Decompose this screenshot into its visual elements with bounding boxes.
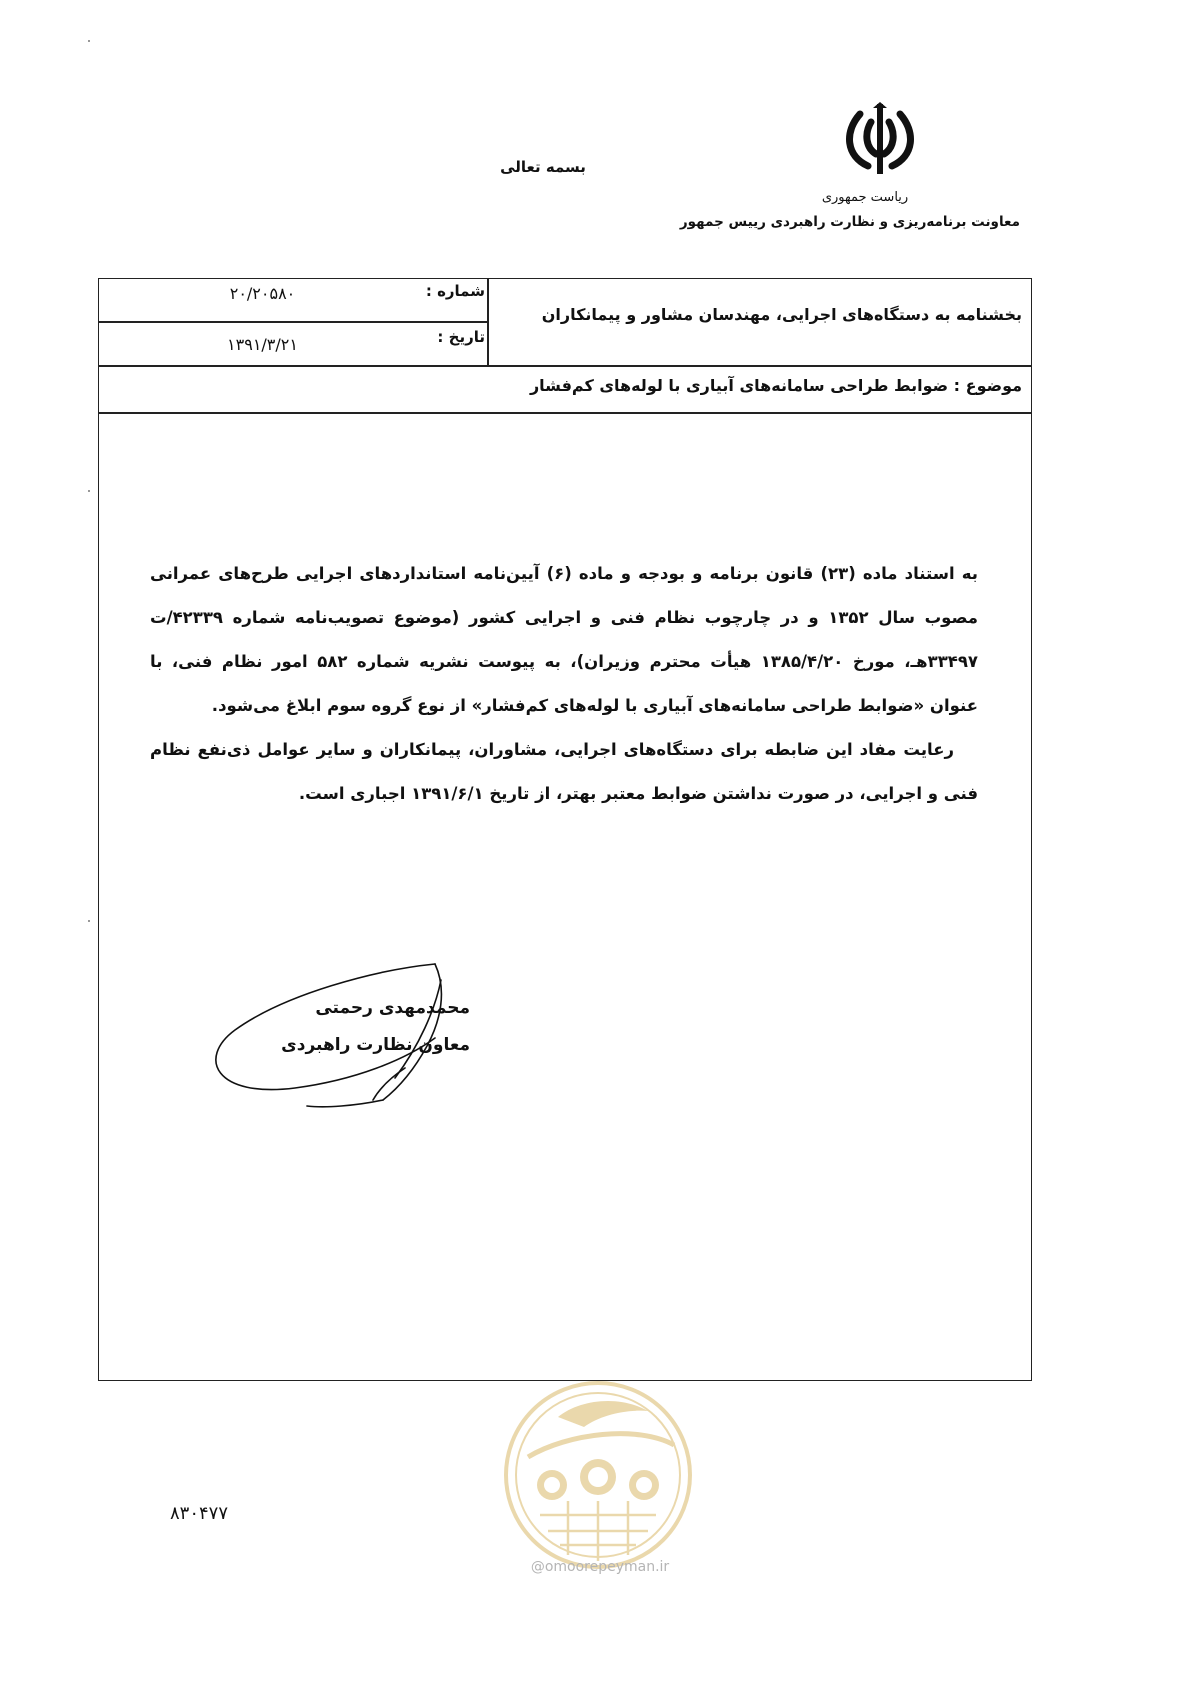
signatory-name: محمدمهدی رحمتی xyxy=(315,998,470,1018)
reference-number: ۸۳۰۴۷۷ xyxy=(170,1503,229,1524)
office-name: معاونت برنامه‌ریزی و نظارت راهبردی رییس جمهور xyxy=(679,214,1020,230)
divider xyxy=(98,412,1032,414)
scan-mark xyxy=(88,920,90,922)
number-value: ۲۰/۲۰۵۸۰ xyxy=(229,284,296,303)
watermark-logo xyxy=(488,1365,708,1575)
body-paragraph-2: رعایت مفاد این ضابطه برای دستگاه‌های اجرایی، مشاوران، پیمانکاران و سایر عوامل ذی‌نفع نظام فنی و اجرایی، در صورت نداشتن ضوابط معتبر بهتر، از تاریخ ۱۳۹۱/۶/۱ اجباری است. xyxy=(150,740,978,803)
body-paragraph-1: به استناد ماده (۲۳) قانون برنامه و بودجه و ماده (۶) آیین‌نامه استانداردهای اجرایی طرح‌های عمرانی مصوب سال ۱۳۵۲ و در چارچوب نظام فنی و اجرایی کشور (موضوع تصویب‌نامه شماره ۴۲۳۳۹/ت ۳۳۴۹۷هـ، مورخ ۱۳۸۵/۴/۲۰ هیأت محترم وزیران)، به پیوست نشریه شماره ۵۸۲ امور نظام فنی، با عنوان «ضوابط طراحی سامانه‌های آبیاری با لوله‌های کم‌فشار» از نوع گروه سوم ابلاغ می‌شود. xyxy=(150,564,978,715)
presidency-label: ریاست جمهوری xyxy=(821,190,909,205)
divider xyxy=(487,278,489,366)
divider xyxy=(98,365,1032,367)
signatory-title: معاون نظارت راهبردی xyxy=(281,1035,470,1055)
watermark-url: @omoorepeyman.ir xyxy=(530,1559,670,1575)
recipients: بخشنامه به دستگاه‌های اجرایی، مهندسان مشاور و پیمانکاران xyxy=(541,305,1022,324)
bismillah: بسمه تعالی xyxy=(500,158,586,176)
date-label: تاریخ : xyxy=(437,328,485,346)
handwritten-signature xyxy=(205,950,495,1110)
iran-emblem-icon xyxy=(840,100,920,180)
date-value: ۱۳۹۱/۳/۲۱ xyxy=(227,335,298,354)
scan-mark xyxy=(88,40,90,42)
divider xyxy=(98,321,488,323)
subject: موضوع : ضوابط طراحی سامانه‌های آبیاری با لوله‌های کم‌فشار xyxy=(529,376,1022,395)
letter-body xyxy=(150,552,978,816)
number-label: شماره : xyxy=(425,282,485,300)
scan-mark xyxy=(88,490,90,492)
letter-frame xyxy=(98,278,1032,1381)
